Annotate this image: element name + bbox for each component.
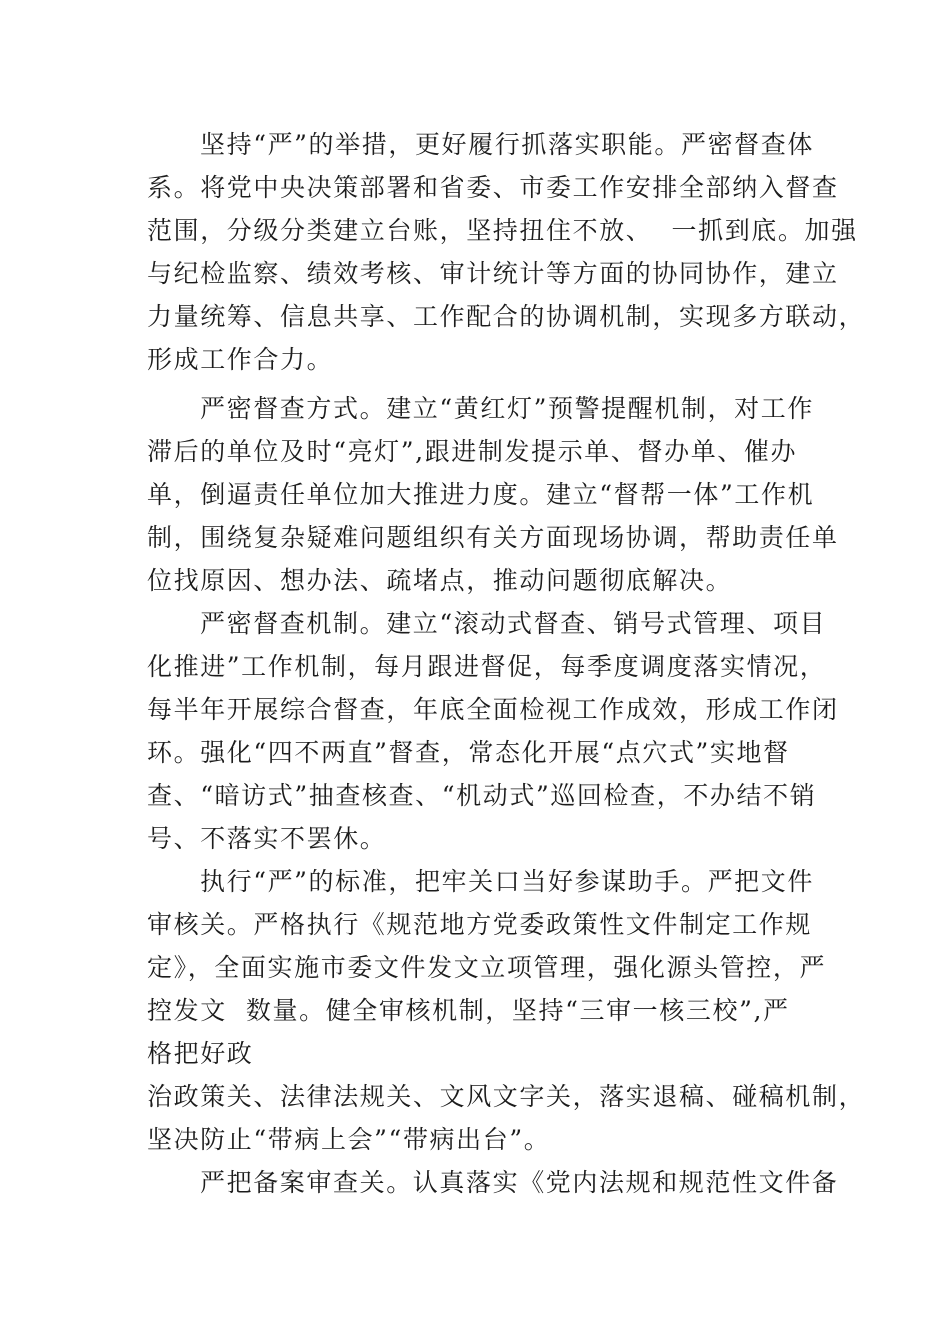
text-line: 力量统筹、信息共享、工作配合的协调机制，实现多方联动， bbox=[147, 302, 866, 331]
text-line: 环。强化“四不两直”督查，常态化开展“点穴式”实地督 bbox=[147, 738, 790, 767]
text-line: 控发文 数量。健全审核机制，坚持“三审一核三校”,严 bbox=[147, 996, 790, 1025]
text-line: 范围，分级分类建立台账，坚持扭住不放、 一抓到底。加强 bbox=[147, 216, 858, 245]
text-line: 单，倒逼责任单位加大推进力度。建立“督帮一体”工作机 bbox=[147, 480, 815, 509]
text-line: 号、不落实不罢休。 bbox=[147, 824, 387, 853]
text-line: 与纪检监察、绩效考核、审计统计等方面的协同协作，建立 bbox=[147, 259, 839, 288]
text-line: 严密督查方式。建立“黄红灯”预警提醒机制，对工作 bbox=[200, 394, 814, 423]
text-line: 审核关。严格执行《规范地方党委政策性文件制定工作规 bbox=[147, 910, 813, 939]
text-line: 严密督查机制。建立“滚动式督查、销号式管理、项目 bbox=[200, 609, 827, 638]
text-line: 坚决防止“带病上会”“带病出台”。 bbox=[147, 1125, 551, 1154]
text-line: 格把好政 bbox=[147, 1039, 254, 1068]
text-line: 形成工作合力。 bbox=[147, 345, 334, 374]
text-line: 坚持“严”的举措，更好履行抓落实职能。严密督查体 bbox=[200, 130, 814, 159]
text-line: 严把备案审查关。认真落实《党内法规和规范性文件备 bbox=[200, 1168, 839, 1197]
text-line: 系。将党中央决策部署和省委、市委工作安排全部纳入督查 bbox=[147, 173, 839, 202]
text-line: 制，围绕复杂疑难问题组织有关方面现场协调，帮助责任单 bbox=[147, 523, 839, 552]
text-line: 治政策关、法律法规关、文风文字关，落实退稿、碰稿机制， bbox=[147, 1082, 866, 1111]
text-line: 位找原因、想办法、疏堵点，推动问题彻底解决。 bbox=[147, 566, 733, 595]
text-line: 化推进”工作机制，每月跟进督促，每季度调度落实情况， bbox=[147, 652, 827, 681]
text-line: 定》，全面实施市委文件发文立项管理，强化源头管控，严 bbox=[147, 953, 827, 982]
text-line: 每半年开展综合督查，年底全面检视工作成效，形成工作闭 bbox=[147, 695, 839, 724]
text-line: 滞后的单位及时“亮灯”,跟进制发提示单、督办单、催办 bbox=[147, 437, 798, 466]
text-line: 查、“暗访式”抽查核查、“机动式”巡回检查，不办结不销 bbox=[147, 781, 817, 810]
text-line: 执行“严”的标准，把牢关口当好参谋助手。严把文件 bbox=[200, 867, 814, 896]
